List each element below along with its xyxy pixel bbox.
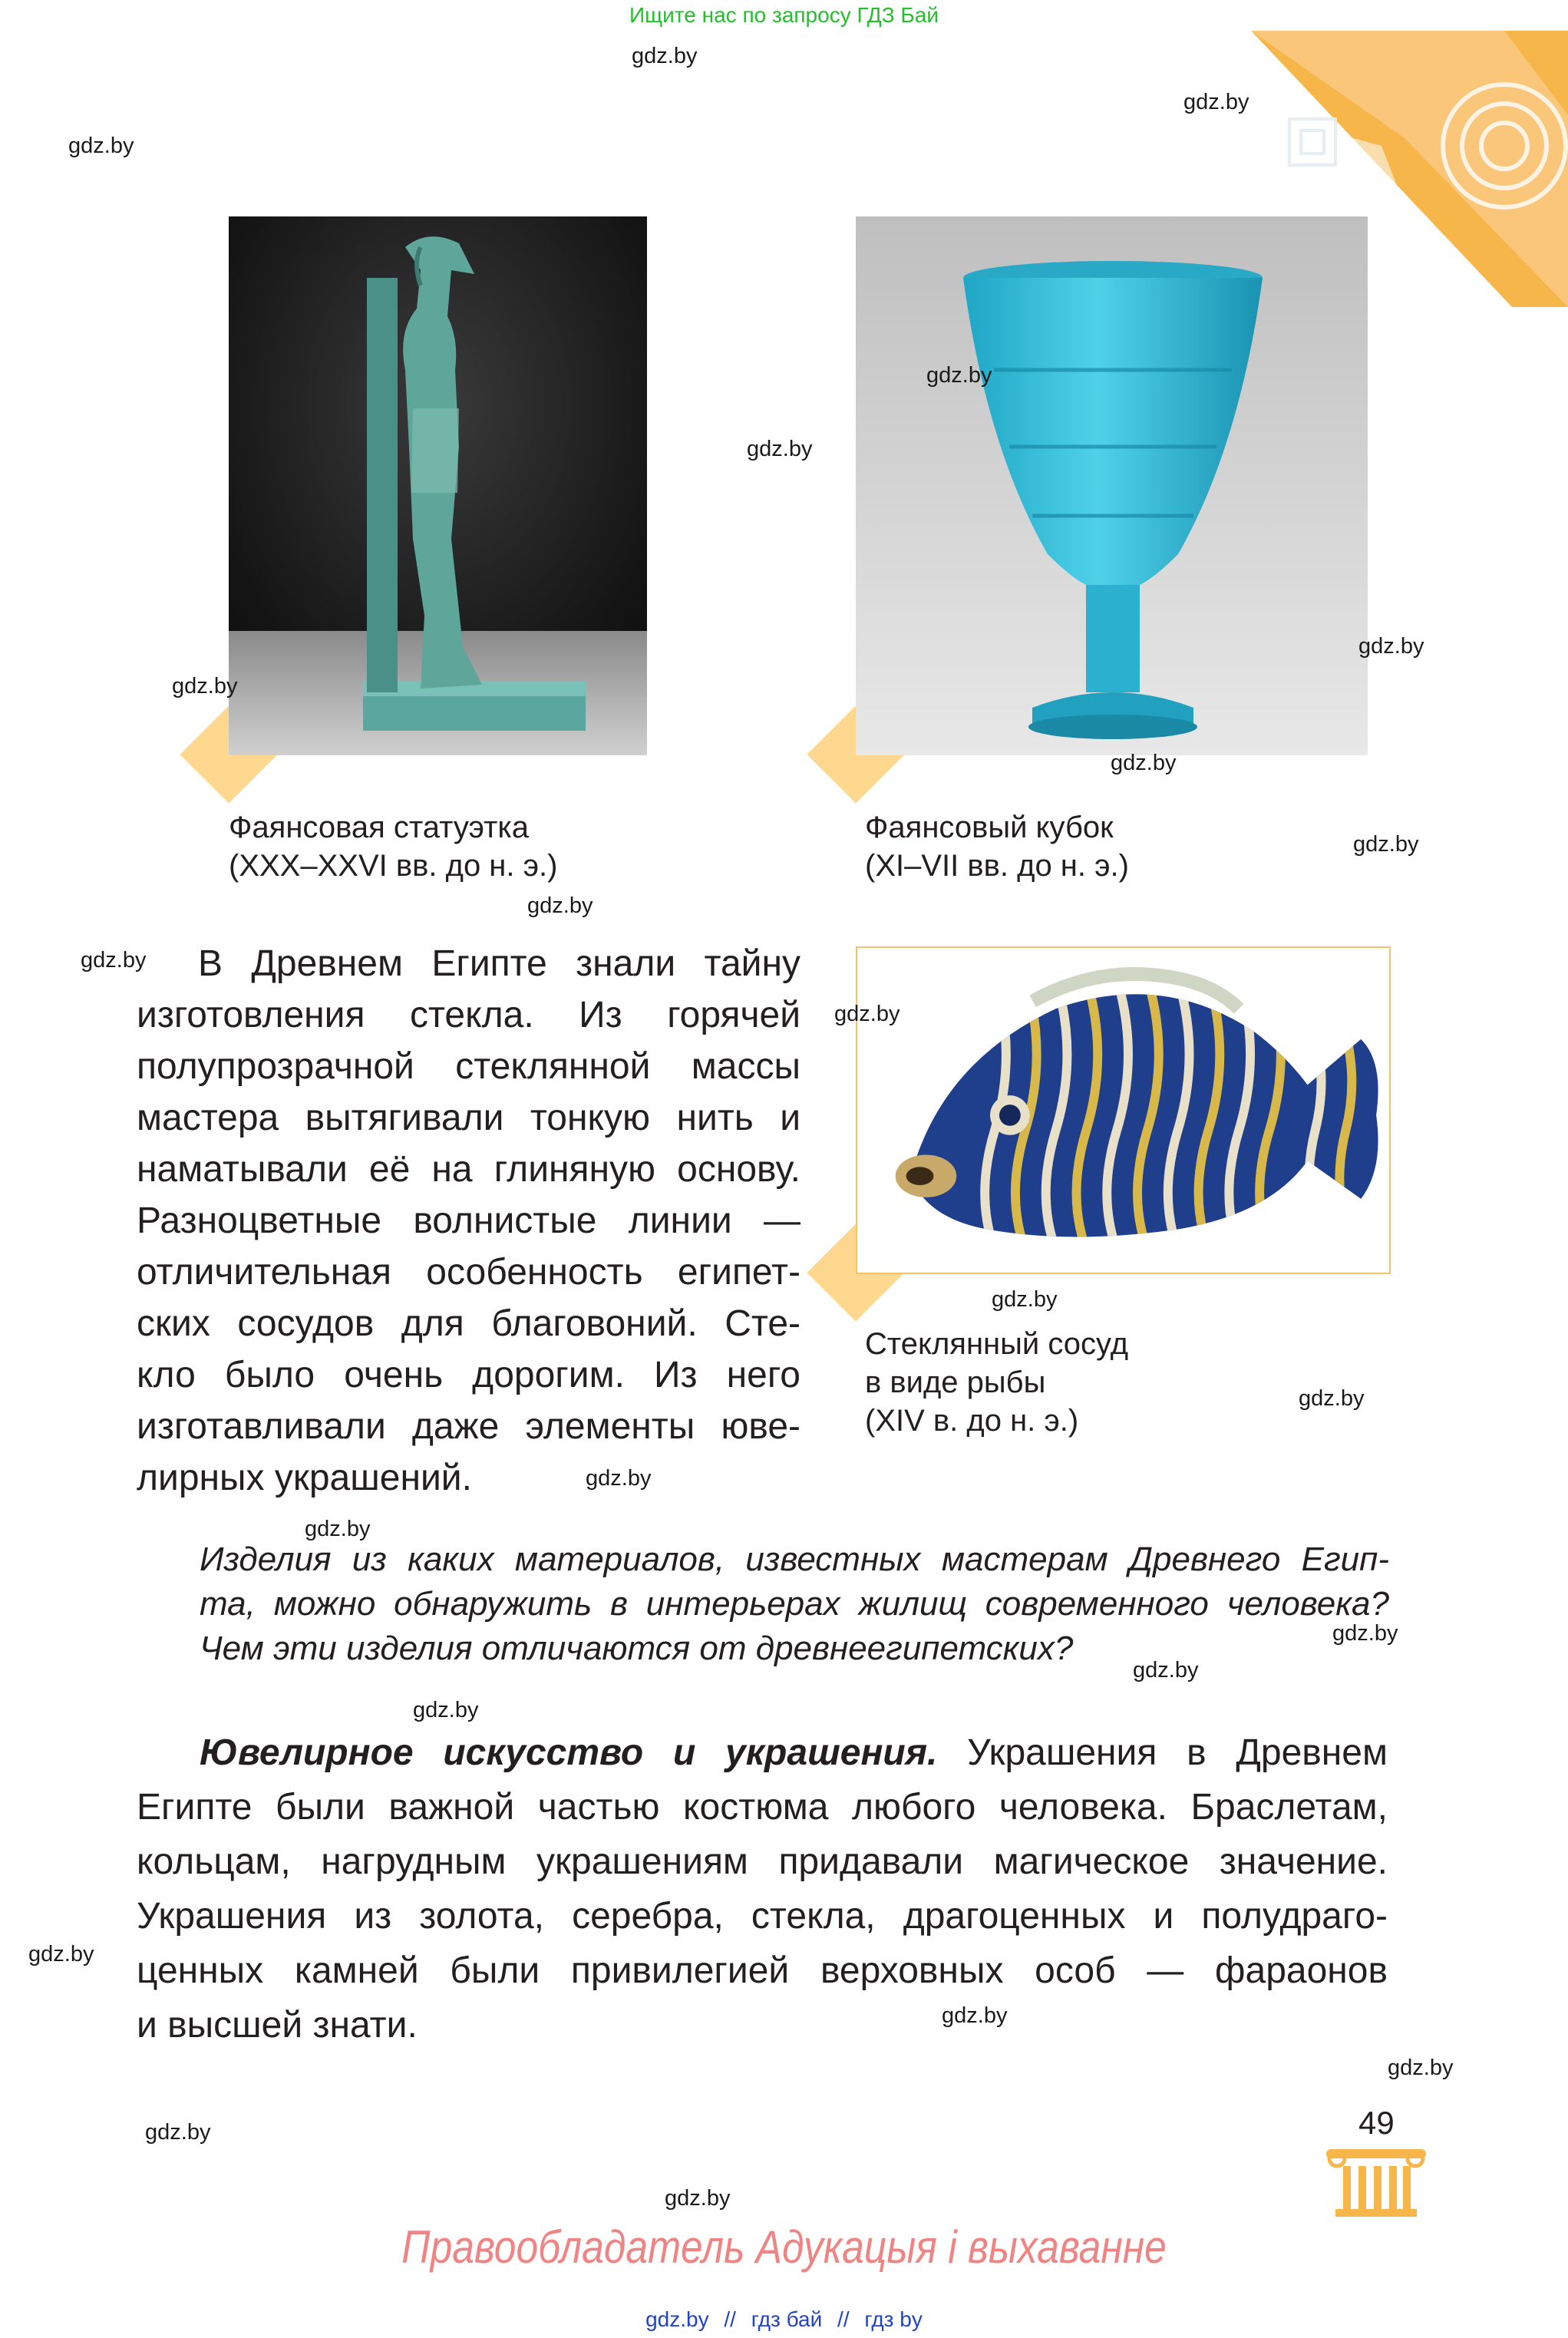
watermark: gdz.by: [1388, 2056, 1454, 2080]
caption-line: Фаянсовая статуэтка: [229, 811, 529, 844]
watermark: gdz.by: [632, 44, 698, 68]
page-number: 49: [1358, 2105, 1395, 2141]
watermark: gdz.by: [747, 437, 813, 461]
watermark: gdz.by: [28, 1942, 94, 1966]
fish-caption: [865, 1325, 1128, 1440]
text-line: Разноцветные волнистые линии —: [137, 1200, 801, 1241]
section-heading: Ювелирное искусство и украшения.: [200, 1732, 938, 1773]
footer-link-gdz-by[interactable]: гдз by: [864, 2307, 923, 2331]
text-line: отличительная особенность египет-: [137, 1252, 801, 1293]
text-line: ских сосудов для благовоний. Сте-: [137, 1303, 801, 1344]
watermark: gdz.by: [413, 1698, 479, 1722]
rights-holder: Правообладатель Адукацыя і выхаванне: [401, 2221, 1167, 2273]
cup-caption: [865, 808, 1129, 885]
caption-line: (XIV в. до н. э.): [865, 1404, 1079, 1438]
watermark: gdz.by: [942, 2003, 1008, 2028]
footer-links: [0, 2307, 1568, 2332]
text-line: мастера вытягивали тонкую нить и: [137, 1098, 801, 1138]
text-line: наматывали её на глиняную основу.: [137, 1149, 801, 1190]
text-line: и высшей знати.: [137, 2005, 418, 2046]
watermark: gdz.by: [586, 1466, 652, 1491]
caption-line: Фаянсовый кубок: [865, 811, 1114, 844]
text-line: ценных камней были привилегией верховных особ — фараонов: [137, 1950, 1388, 1991]
question-line: та, можно обнаружить в интерьерах жилищ современного человека?: [200, 1585, 1389, 1623]
caption-line: (XXX–XXVI вв. до н. э.): [229, 849, 558, 883]
watermark: gdz.by: [992, 1287, 1058, 1312]
question-line: Изделия из каких материалов, известных мастерам Древнего Егип-: [200, 1541, 1389, 1578]
watermark: gdz.by: [68, 134, 134, 158]
watermark: gdz.by: [81, 948, 147, 973]
watermark: gdz.by: [665, 2186, 731, 2211]
footer-separator: //: [724, 2307, 736, 2331]
text-line: В Древнем Египте знали тайну: [198, 943, 801, 984]
cup-photo: [856, 216, 1368, 755]
watermark: gdz.by: [1358, 634, 1424, 659]
watermark: gdz.by: [305, 1517, 371, 1541]
watermark: gdz.by: [1353, 832, 1419, 857]
watermark: gdz.by: [1183, 90, 1249, 114]
caption-line: в виде рыбы: [865, 1365, 1046, 1399]
text-line: Египте были важной частью костюма любого человека. Браслетам,: [137, 1787, 1388, 1828]
statuette-photo: [229, 216, 647, 755]
watermark: gdz.by: [527, 893, 593, 918]
statuette-caption: [229, 808, 557, 885]
text-line: полупрозрачной стеклянной массы: [137, 1046, 801, 1087]
question-line: Чем эти изделия отличаются от древнеегипетских?: [200, 1630, 1074, 1667]
caption-line: Стеклянный сосуд: [865, 1327, 1129, 1361]
watermark: gdz.by: [834, 1002, 900, 1026]
text-line: [137, 1725, 1388, 1780]
caption-line: (XI–VII вв. до н. э.): [865, 849, 1129, 883]
text-line: Украшения из золота, серебра, стекла, драгоценных и полудраго-: [137, 1896, 1388, 1937]
fish-photo: [856, 946, 1391, 1274]
footer-link-gdz-bai[interactable]: гдз бай: [751, 2307, 823, 2331]
top-banner[interactable]: Ищите нас по запросу ГДЗ Бай: [629, 3, 939, 27]
text-line: лирных украшений.: [137, 1458, 472, 1498]
watermark: gdz.by: [1133, 1658, 1199, 1683]
column-icon: [1326, 2149, 1426, 2217]
watermark: gdz.by: [1111, 751, 1177, 775]
text-line: кольцам, нагрудным украшениям придавали магическое значение.: [137, 1841, 1388, 1882]
heading-continuation: Украшения в Древнем: [937, 1732, 1388, 1773]
watermark: gdz.by: [926, 363, 992, 388]
text-line: изготавливали даже элементы юве-: [137, 1406, 801, 1447]
watermark: gdz.by: [1332, 1621, 1398, 1646]
footer-link-gdz[interactable]: gdz.by: [645, 2307, 709, 2331]
watermark: gdz.by: [145, 2120, 211, 2145]
watermark: gdz.by: [1299, 1386, 1365, 1411]
jewelry-paragraph: [137, 1725, 1388, 2052]
glass-paragraph: [137, 938, 801, 1504]
question-block: [200, 1537, 1389, 1671]
footer-separator: //: [837, 2307, 850, 2331]
text-line: кло было очень дорогим. Из него: [137, 1355, 801, 1395]
text-line: изготовления стекла. Из горячей: [137, 995, 801, 1035]
watermark: gdz.by: [172, 674, 238, 698]
